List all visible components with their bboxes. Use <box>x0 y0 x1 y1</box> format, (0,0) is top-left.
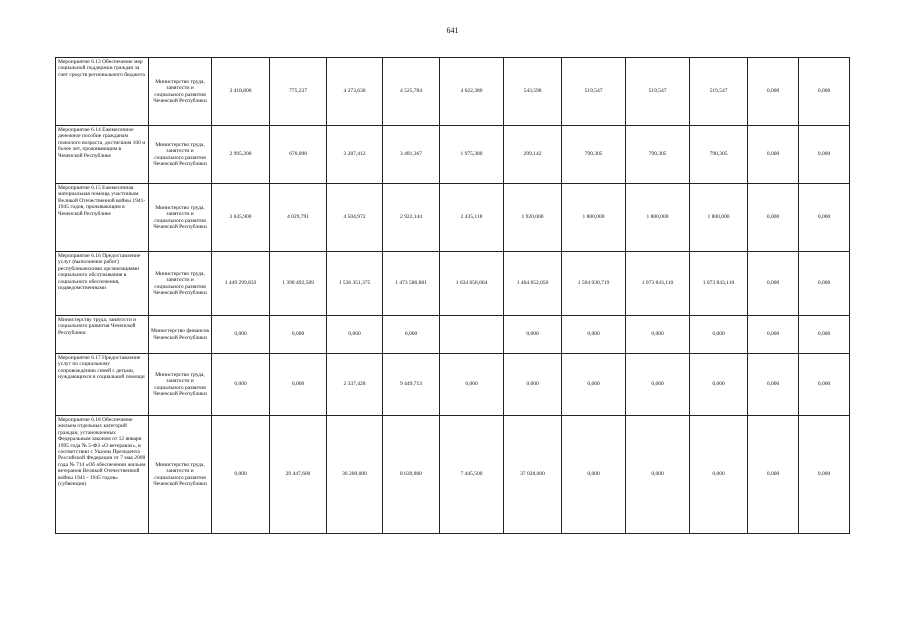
value-cell: 36 200,000 <box>327 416 383 534</box>
value-cell: 4 029,791 <box>270 184 327 252</box>
executor-cell: Министерство труда, занятости и социального развития Чеченской Республики <box>149 416 212 534</box>
value-cell: 543,598 <box>504 58 562 126</box>
value-cell: 0,000 <box>799 354 850 416</box>
activity-name-cell: Мероприятие 6.17 Предоставление услуг по социальному сопровождению семей с детьми, нуждающихся в социальной помощи <box>56 354 149 416</box>
value-cell: 1 473 586,881 <box>383 252 440 316</box>
activity-name-cell: Министерству труда, занятости и социального развития Чеченской Республики <box>56 316 149 354</box>
value-cell: 8 639,800 <box>383 416 440 534</box>
value-cell: 519,547 <box>562 58 626 126</box>
value-cell: 0,000 <box>690 416 748 534</box>
value-cell: 0,000 <box>690 316 748 354</box>
value-cell: 299,142 <box>504 126 562 184</box>
value-cell: 1 073 843,110 <box>626 252 690 316</box>
budget-table <box>55 57 850 534</box>
value-cell: 0,000 <box>626 416 690 534</box>
value-cell: 29 447,600 <box>270 416 327 534</box>
value-cell: 0,000 <box>799 58 850 126</box>
value-cell: 519,547 <box>690 58 748 126</box>
value-cell: 2 337,428 <box>327 354 383 416</box>
value-cell: 0,000 <box>626 354 690 416</box>
activity-name-cell: Мероприятие 6.15 Ежемесячная материальная помощь участникам Великой Отечественной войны 1941-1945 годов, проживающим в Чеченской Республике <box>56 184 149 252</box>
value-cell: 0,000 <box>383 316 440 354</box>
executor-cell: Министерство труда, занятости и социального развития Чеченской Республики <box>149 252 212 316</box>
value-cell: 0,000 <box>562 354 626 416</box>
value-cell: 790,305 <box>562 126 626 184</box>
value-cell: 0,000 <box>562 416 626 534</box>
value-cell: 3 418,800 <box>212 58 270 126</box>
value-cell: 2 922,144 <box>383 184 440 252</box>
value-cell <box>440 316 504 354</box>
value-cell: 0,000 <box>327 316 383 354</box>
value-cell: 0,000 <box>799 184 850 252</box>
value-cell: 1 398 492,589 <box>270 252 327 316</box>
value-cell: 2 435,118 <box>440 184 504 252</box>
value-cell: 1 536 351,375 <box>327 252 383 316</box>
value-cell: 7 445,500 <box>440 416 504 534</box>
value-cell: 3 635,900 <box>212 184 270 252</box>
value-cell: 0,000 <box>270 316 327 354</box>
value-cell: 790,305 <box>626 126 690 184</box>
page-number: 641 <box>446 26 459 35</box>
value-cell: 0,000 <box>212 416 270 534</box>
value-cell: 1 800,000 <box>626 184 690 252</box>
value-cell: 0,000 <box>212 316 270 354</box>
value-cell: 4 273,630 <box>327 58 383 126</box>
table-row <box>56 184 850 252</box>
executor-cell: Министерство финансов Чеченской Республики <box>149 316 212 354</box>
activity-name-cell: Мероприятие 6.16 Предоставление услуг (выполнение работ) республиканскими организациями социального обслуживания в социального обеспечения, подведомственными <box>56 252 149 316</box>
value-cell: 519,547 <box>626 58 690 126</box>
value-cell: 3 287,412 <box>327 126 383 184</box>
value-cell: 0,000 <box>270 354 327 416</box>
activity-name-cell: Мероприятие 6.14 Ежемесячное денежное пособие гражданам пожилого возраста, достигшим 100 и более лет, проживающим в Чеченской Республике <box>56 126 149 184</box>
value-cell: 0,000 <box>562 316 626 354</box>
value-cell: 0,000 <box>440 354 504 416</box>
executor-cell: Министерство труда, занятости и социального развития Чеченской Республики <box>149 184 212 252</box>
value-cell: 1 800,000 <box>562 184 626 252</box>
value-cell: 1 975,380 <box>440 126 504 184</box>
value-cell: 0,000 <box>799 252 850 316</box>
value-cell: 0,000 <box>748 354 799 416</box>
value-cell: 1 464 852,050 <box>504 252 562 316</box>
value-cell: 1 073 843,110 <box>690 252 748 316</box>
value-cell: 0,000 <box>504 316 562 354</box>
value-cell: 775,237 <box>270 58 327 126</box>
value-cell: 1 920,000 <box>504 184 562 252</box>
table-row <box>56 58 850 126</box>
executor-cell: Министерство труда, занятости и социального развития Чеченской Республики <box>149 58 212 126</box>
value-cell: 0,000 <box>748 416 799 534</box>
executor-cell: Министерство труда, занятости и социального развития Чеченской Республики <box>149 354 212 416</box>
value-cell: 0,000 <box>799 416 850 534</box>
value-cell: 0,000 <box>748 252 799 316</box>
activity-name-cell: Мероприятие 6.18 Обеспечение жильем отдельных категорий граждан, установленных Федеральным законом от 12 января 1995 года № 5-ФЗ «О ветеранах», в соответствии с Указом Президента Российской Федерации от 7 мая 2008 года № 714 «Об обеспечении жильем ветеранов Великой Отечественной войны 1941 - 1945 годов» (субвенции) <box>56 416 149 534</box>
table-row <box>56 416 850 534</box>
value-cell: 0,000 <box>212 354 270 416</box>
value-cell: 3 481,367 <box>383 126 440 184</box>
table-row <box>56 354 850 416</box>
value-cell: 37 028,000 <box>504 416 562 534</box>
value-cell: 4 504,972 <box>327 184 383 252</box>
value-cell: 1 449 299,833 <box>212 252 270 316</box>
table-row <box>56 252 850 316</box>
value-cell: 0,000 <box>504 354 562 416</box>
value-cell: 0,000 <box>748 316 799 354</box>
value-cell: 0,000 <box>748 126 799 184</box>
value-cell: 0,000 <box>690 354 748 416</box>
value-cell: 0,000 <box>799 316 850 354</box>
value-cell: 2 995,200 <box>212 126 270 184</box>
executor-cell: Министерство труда, занятости и социального развития Чеченской Республики <box>149 126 212 184</box>
table-row <box>56 316 850 354</box>
table-row <box>56 126 850 184</box>
value-cell: 0,000 <box>748 58 799 126</box>
value-cell: 4 622,380 <box>440 58 504 126</box>
value-cell: 1 800,000 <box>690 184 748 252</box>
activity-name-cell: Мероприятие 6.13 Обеспечение мер социальной поддержки граждан за счет средств регионального бюджета <box>56 58 149 126</box>
value-cell: 790,305 <box>690 126 748 184</box>
value-cell: 0,000 <box>799 126 850 184</box>
value-cell: 9 449,713 <box>383 354 440 416</box>
value-cell: 0,000 <box>626 316 690 354</box>
value-cell: 4 525,784 <box>383 58 440 126</box>
value-cell: 676,098 <box>270 126 327 184</box>
value-cell: 1 504 030,719 <box>562 252 626 316</box>
value-cell: 0,000 <box>748 184 799 252</box>
value-cell: 1 634 658,064 <box>440 252 504 316</box>
